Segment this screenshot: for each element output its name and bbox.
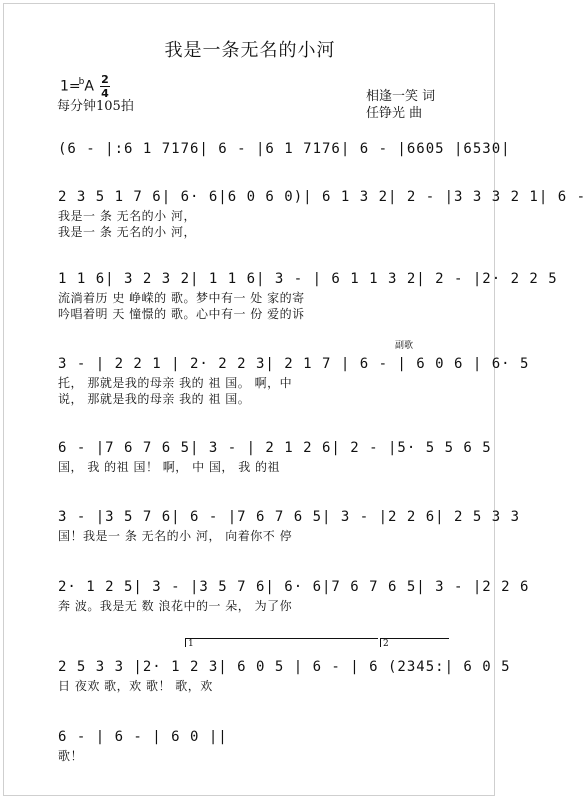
lyric-verse-1: 国！我是一 条 无名的小 河， 向着你不 停 (58, 529, 293, 543)
tempo-marking: 每分钟105拍 (57, 99, 134, 114)
flat-sign: b (78, 76, 85, 87)
system-6 (58, 506, 521, 544)
notation-line: (6 - |:6 1 7176| 6 - |6 1 7176| 6 - |6605 |6530| (58, 141, 511, 157)
lyric-verse-1: 日 夜欢 歌，欢 歌！ 歌，欢 (58, 679, 213, 693)
notation-line: 2 5 3 3 |2· 1 2 3| 6 0 5 | 6 - | 6 (2345:| 6 0 5 (58, 659, 511, 675)
lyric-verse-2: 我是一 条 无名的小 河， (58, 225, 196, 239)
notation-line: 6 - | 6 - | 6 0 || (58, 729, 228, 745)
system-4 (58, 353, 530, 407)
notation-line: 2 3 5 1 7 6| 6· 6|6 0 6 0)| 6 1 3 2| 2 - |3 3 3 2 1| 6 - (58, 189, 586, 205)
system-2 (58, 186, 586, 240)
notation-line: 6 - |7 6 7 6 5| 3 - | 2 1 2 6| 2 - |5· 5 5 6 5 (58, 440, 492, 456)
system-7 (58, 576, 530, 614)
notation-line: 3 - |3 5 7 6| 6 - |7 6 7 6 5| 3 - |2 2 6| 2 5 3 3 (58, 509, 521, 525)
lyric-verse-1: 奔 波。我是无 数 浪花中的一 朵， 为了你 (58, 599, 293, 613)
key-tonic: A (84, 78, 94, 95)
system-8 (58, 656, 511, 694)
notation-line: 2· 1 2 5| 3 - |3 5 7 6| 6· 6|7 6 7 6 5| 3 - |2 2 6 (58, 579, 530, 595)
system-3 (58, 268, 558, 322)
lyricist-credit: 相逢一笑 词 (366, 89, 436, 104)
lyric-verse-2: 吟唱着明 天 憧憬的 歌。心中有一 份 爱的诉 (58, 307, 305, 321)
system-5 (58, 437, 492, 475)
song-title: 我是一条无名的小河 (164, 40, 336, 61)
meter-bottom: 4 (101, 87, 109, 100)
second-ending-bracket: 2 (380, 638, 449, 647)
notation-line: 3 - | 2 2 1 | 2· 2 2 3| 2 1 7 | 6 - | 6 0 6 | 6· 5 (58, 356, 530, 372)
chorus-marker: 副歌 (395, 341, 414, 351)
system-9 (58, 726, 448, 764)
lyric-verse-2: 说， 那就是我的母亲 我的 祖 国。 (58, 392, 251, 406)
lyric-verse-1: 我是一 条 无名的小 河， (58, 209, 196, 223)
meter-top: 2 (101, 73, 109, 86)
notation-line: 1 1 6| 3 2 3 2| 1 1 6| 3 - | 6 1 1 3 2| 2 - |2· 2 2 5 (58, 271, 558, 287)
composer-credit: 任铮光 曲 (366, 106, 423, 121)
lyric-verse-1: 流淌着历 史 峥嵘的 歌。梦中有一 处 家的寄 (58, 291, 305, 305)
key-prefix: 1= (60, 78, 81, 95)
lyric-verse-1: 国， 我 的祖 国！ 啊， 中 国， 我 的祖 (58, 460, 281, 474)
first-ending-bracket: 1 (185, 638, 378, 647)
system-1 (58, 138, 511, 160)
lyric-verse-1: 歌！ (58, 749, 84, 763)
lyric-verse-1: 托， 那就是我的母亲 我的 祖 国。 啊，中 (58, 376, 293, 390)
